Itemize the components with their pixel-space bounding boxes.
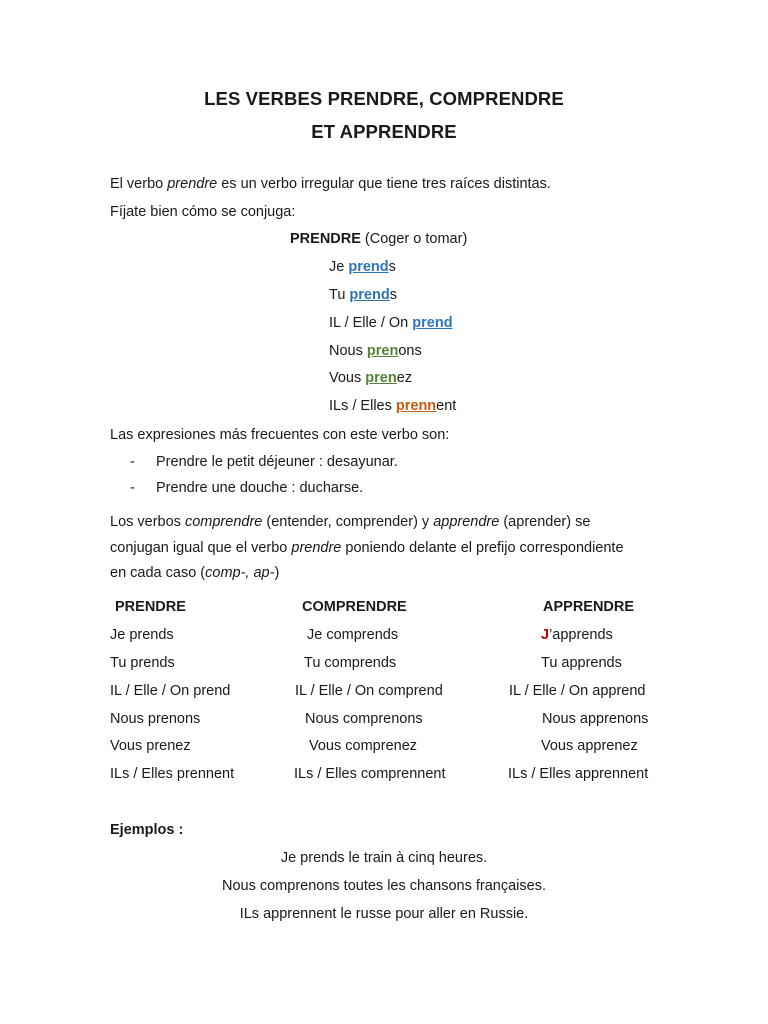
example-sentence: Je prends le train à cinq heures. xyxy=(280,850,488,866)
list-item: - Prendre une douche : ducharse. xyxy=(130,480,364,496)
conj-row-tu: Tu prends xyxy=(329,287,397,303)
table-cell: Je comprends xyxy=(307,627,399,643)
intro-paragraph-2: Fíjate bien cómo se conjuga: xyxy=(110,204,296,220)
table-cell: J’apprends xyxy=(541,627,613,643)
table-cell: ILs / Elles prennent xyxy=(110,766,235,782)
table-cell: ILs / Elles comprennent xyxy=(294,766,446,782)
prefix-paragraph-line-2: conjugan igual que el verbo prendre poniendo delante el prefijo correspondiente xyxy=(110,540,624,556)
table-cell: IL / Elle / On apprend xyxy=(509,683,646,699)
title-line-2: ET APPRENDRE xyxy=(311,121,457,142)
table-cell: Vous comprenez xyxy=(309,738,418,754)
conj-row-vous: Vous prenez xyxy=(329,370,413,386)
table-header-prendre: PRENDRE xyxy=(115,599,186,615)
table-header-apprendre: APPRENDRE xyxy=(543,599,635,615)
table-cell: Nous apprenons xyxy=(542,711,649,727)
prefix-paragraph-line-1: Los verbos comprendre (entender, comprender) y apprendre (aprender) se xyxy=(110,514,591,530)
list-item: - Prendre le petit déjeuner : desayunar. xyxy=(130,454,398,470)
table-cell: Nous prenons xyxy=(110,711,201,727)
table-cell: Nous comprenons xyxy=(305,711,423,727)
table-cell: ILs / Elles apprennent xyxy=(508,766,649,782)
table-cell: Vous prenez xyxy=(110,738,191,754)
table-cell: IL / Elle / On prend xyxy=(110,683,231,699)
example-sentence: Nous comprenons toutes les chansons françaises. xyxy=(221,878,546,894)
prendre-heading: PRENDRE (Coger o tomar) xyxy=(290,231,468,247)
table-cell: Tu apprends xyxy=(541,655,622,671)
table-header-comprendre: COMPRENDRE xyxy=(302,599,407,615)
conj-row-il: IL / Elle / On prend xyxy=(329,315,453,331)
conj-row-ils: ILs / Elles prennent xyxy=(329,398,457,414)
table-cell: Tu prends xyxy=(110,655,175,671)
conj-row-nous: Nous prenons xyxy=(329,343,422,359)
table-cell: Vous apprenez xyxy=(541,738,638,754)
table-cell: Je prends xyxy=(110,627,174,643)
title-line-1: LES VERBES PRENDRE, COMPRENDRE xyxy=(204,88,564,109)
table-cell: IL / Elle / On comprend xyxy=(295,683,443,699)
expressions-intro: Las expresiones más frecuentes con este verbo son: xyxy=(110,427,450,443)
prefix-paragraph-line-3: en cada caso (comp-, ap-) xyxy=(110,565,280,581)
intro-paragraph-1: El verbo prendre es un verbo irregular que tiene tres raíces distintas. xyxy=(110,176,551,192)
conj-row-je: Je prends xyxy=(329,259,396,275)
examples-heading: Ejemplos : xyxy=(110,822,184,838)
table-cell: Tu comprends xyxy=(304,655,397,671)
example-sentence: ILs apprennent le russe pour aller en Russie. xyxy=(239,906,529,922)
